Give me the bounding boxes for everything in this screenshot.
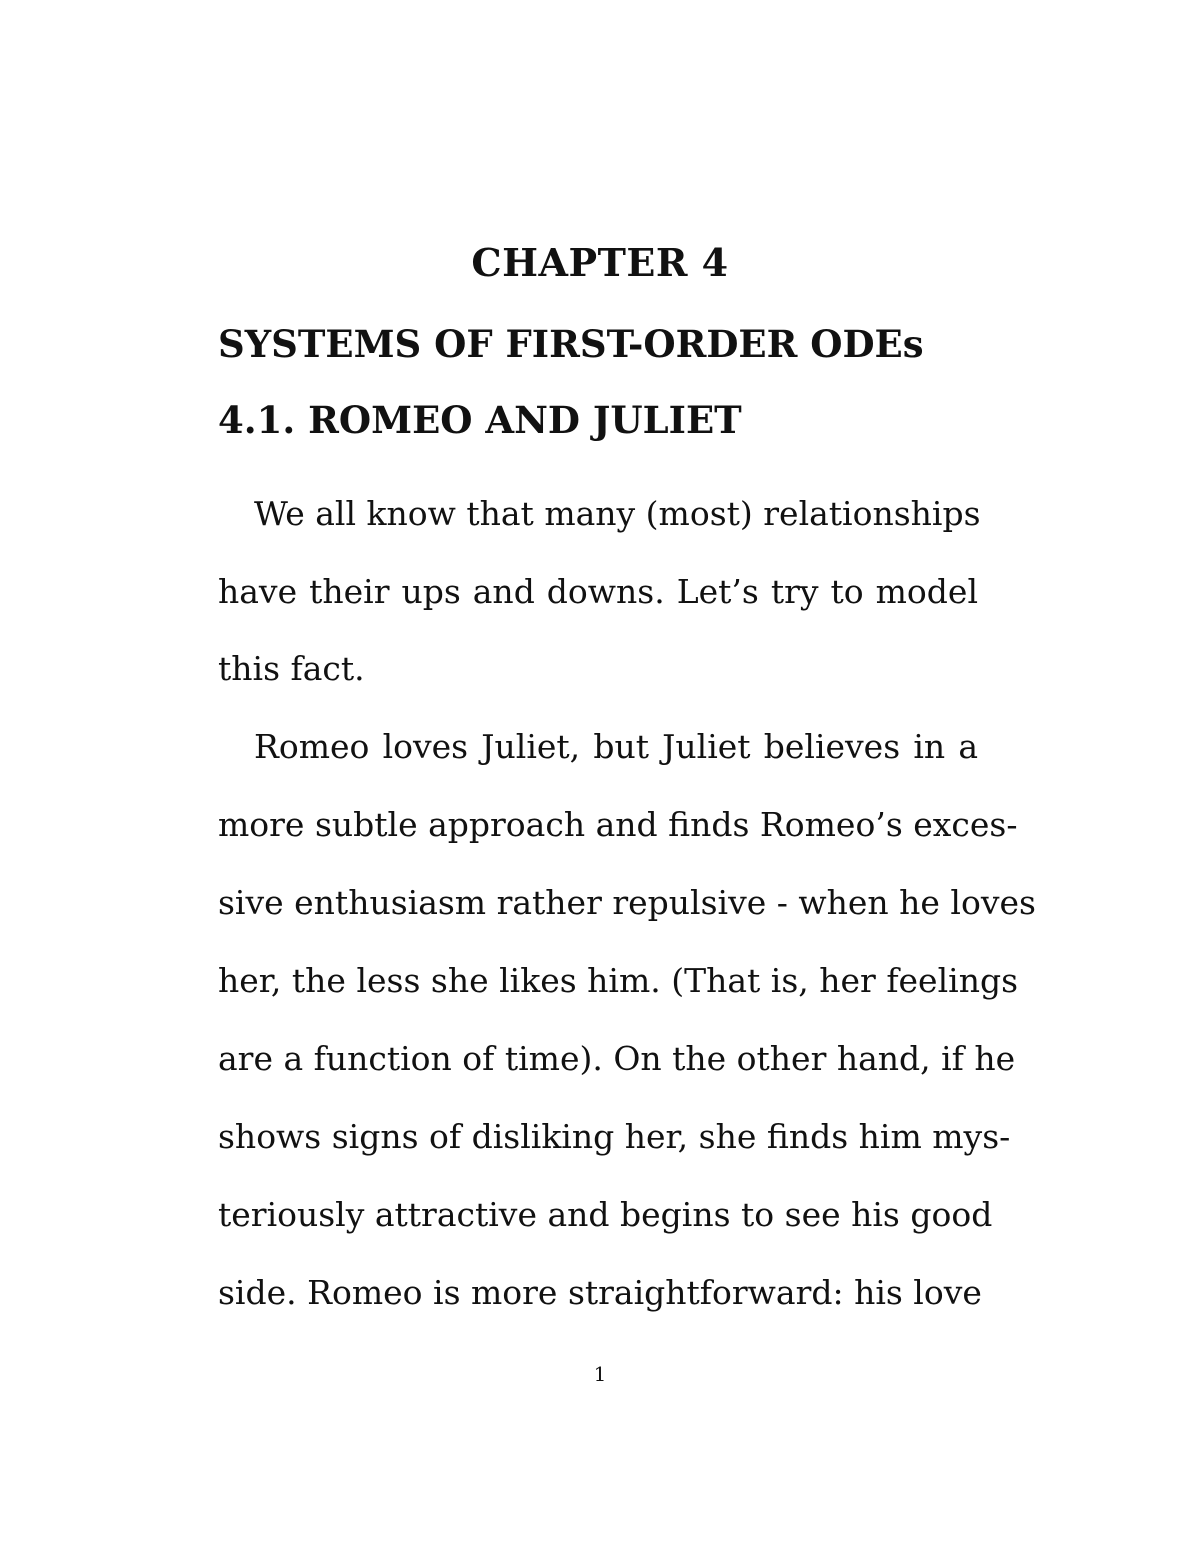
paragraph-line: are a function of time). On the other hand, if he (218, 1039, 1016, 1078)
paragraph-line: her, the less she likes him. (That is, her feelings (218, 961, 1019, 1000)
paragraph-line: We all know that many (most) relationships (254, 494, 981, 533)
paragraph-line: teriously attractive and begins to see his good (218, 1195, 993, 1234)
paragraph-line: this fact. (218, 649, 365, 688)
paragraph-line: shows signs of disliking her, she finds him mys- (218, 1117, 1011, 1156)
page-number: 1 (593, 1362, 607, 1386)
paragraph-line: Romeo loves Juliet, but Juliet believes in a (254, 727, 978, 766)
paragraph-line: more subtle approach and finds Romeo’s exces- (218, 805, 1018, 844)
chapter-title: SYSTEMS OF FIRST-ORDER ODEs (218, 322, 924, 366)
section-title: 4.1. ROMEO AND JULIET (218, 398, 742, 442)
paragraph-line: have their ups and downs. Let’s try to model (218, 572, 978, 611)
chapter-label: CHAPTER 4 (471, 240, 729, 285)
paragraph-line: side. Romeo is more straightforward: his love (218, 1273, 982, 1312)
paragraph-line: sive enthusiasm rather repulsive - when he loves (218, 883, 1036, 922)
